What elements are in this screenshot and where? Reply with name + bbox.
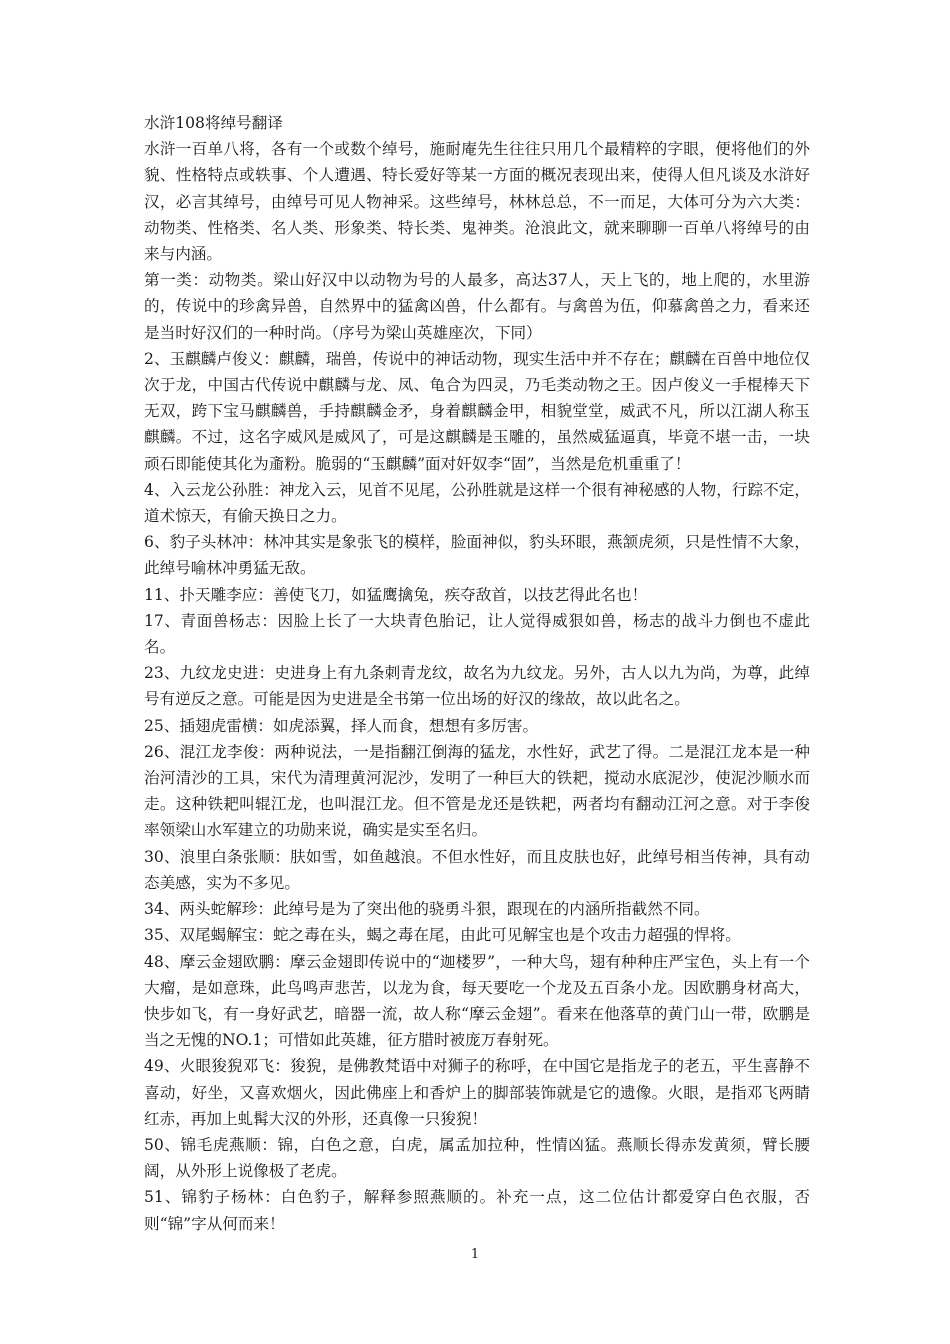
paragraph-yang-lin: 51、锦豹子杨林：白色豹子，解释参照燕顺的。补充一点，这二位估计都爱穿白色衣服，否则“锦”字从何而来！ [144, 1188, 810, 1233]
paragraph-li-jun: 26、混江龙李俊：两种说法，一是指翻江倒海的猛龙，水性好，武艺了得。二是混江龙本是一种治河清沙的工具，宋代为清理黄河泥沙，发明了一种巨大的铁耙，搅动水底泥沙，使泥沙顺水而走。这种铁耙叫辊江龙，也叫混江龙。但不管是龙还是铁耙，两者均有翻动江河之意。对于李俊率领梁山水军建立的功勋来说，确实是实至名归。 [144, 742, 810, 840]
paragraph-category-animal: 第一类：动物类。梁山好汉中以动物为号的人最多，高达37人，天上飞的，地上爬的，水里游的，传说中的珍禽异兽，自然界中的猛禽凶兽，什么都有。与禽兽为伍，仰慕禽兽之力，看来还是当时好汉们的一种时尚。（序号为梁山英雄座次，下同） [144, 271, 810, 342]
document-title: 水浒108将绰号翻译 [144, 114, 283, 132]
paragraph-shi-jin: 23、九纹龙史进：史进身上有九条刺青龙纹，故名为九纹龙。另外，古人以九为尚，为尊，此绰号有逆反之意。可能是因为史进是全书第一位出场的好汉的缘故，故以此名之。 [144, 664, 810, 709]
paragraph-xie-zhen: 34、两头蛇解珍：此绰号是为了突出他的骁勇斗狠，跟现在的内涵所指截然不同。 [144, 900, 710, 919]
paragraph-deng-fei: 49、火眼狻猊邓飞：狻猊，是佛教梵语中对狮子的称呼，在中国它是指龙子的老五，平生喜静不喜动，好坐，又喜欢烟火，因此佛座上和香炉上的脚部装饰就是它的遗像。火眼，是指邓飞两睛红赤，再加上虬髯大汉的外形，还真像一只狻猊！ [144, 1057, 810, 1128]
page-number: 1 [470, 1247, 480, 1262]
paragraph-zhang-shun: 30、浪里白条张顺：肤如雪，如鱼越浪。不但水性好，而且皮肤也好，此绰号相当传神，具有动态美感，实为不多见。 [144, 847, 810, 892]
paragraph-ou-peng: 48、摩云金翅欧鹏：摩云金翅即传说中的“迦楼罗”，一种大鸟，翅有种种庄严宝色，头上有一个大瘤，是如意珠，此鸟鸣声悲苦，以龙为食，每天要吃一个龙及五百条小龙。因欧鹏身材高大，快步如飞，有一身好武艺，暗器一流，故人称“摩云金翅”。看来在他落草的黄门山一带，欧鹏是当之无愧的NO.1；可惜如此英雄，征方腊时被庞万春射死。 [144, 952, 810, 1050]
paragraph-yan-shun: 50、锦毛虎燕顺：锦，白色之意，白虎，属孟加拉种，性情凶猛。燕顺长得赤发黄须，臂长腰阔，从外形上说像极了老虎。 [144, 1135, 810, 1181]
paragraph-yang-zhi: 17、青面兽杨志：因脸上长了一大块青色胎记，让人觉得威狠如兽，杨志的战斗力倒也不虚此名。 [144, 611, 810, 657]
paragraph-xie-bao: 35、双尾蝎解宝：蛇之毒在头，蝎之毒在尾，由此可见解宝也是个攻击力超强的悍将。 [144, 926, 741, 945]
paragraph-gongsun-sheng: 4、入云龙公孙胜：神龙入云，见首不见尾，公孙胜就是这样一个很有神秘感的人物，行踪不定，道术惊天，有偷天换日之力。 [144, 480, 810, 526]
paragraph-intro: 水浒一百单八将，各有一个或数个绰号，施耐庵先生往往只用几个最精粹的字眼，便将他们的外貌、性格特点或轶事、个人遭遇、特长爱好等某一方面的概况表现出来，使得人但凡谈及水浒好汉，必言其绰号，由绰号可见人物神采。这些绰号，林林总总，不一而足，大体可分为六大类：动物类、性格类、名人类、形象类、特长类、鬼神类。沧浪此文，就来聊聊一百单八将绰号的由来与内涵。 [144, 140, 810, 264]
paragraph-li-ying: 11、扑天雕李应：善使飞刀，如猛鹰擒兔，疾夺敌首，以技艺得此名也！ [144, 585, 648, 604]
paragraph-lei-heng: 25、插翅虎雷横：如虎添翼，择人而食，想想有多厉害。 [144, 716, 539, 735]
document-body [144, 110, 810, 1237]
paragraph-lin-chong: 6、豹子头林冲：林冲其实是象张飞的模样，脸面神似，豹头环眼，燕颔虎须，只是性情不大象，此绰号喻林冲勇猛无敌。 [144, 533, 810, 578]
paragraph-lu-junyi: 2、玉麒麟卢俊义：麒麟，瑞兽，传说中的神话动物，现实生活中并不存在；麒麟在百兽中地位仅次于龙，中国古代传说中麒麟与龙、凤、龟合为四灵，乃毛类动物之王。因卢俊义一手棍棒天下无双，跨下宝马麒麟兽，手持麒麟金矛，身着麒麟金甲，相貌堂堂，威武不凡，所以江湖人称玉麒麟。不过，这名字威风是威风了，可是这麒麟是玉雕的，虽然威猛逼真，毕竟不堪一击，一块顽石即能使其化为齑粉。脆弱的“玉麒麟”面对奸奴李“固”，当然是危机重重了！ [144, 349, 810, 473]
